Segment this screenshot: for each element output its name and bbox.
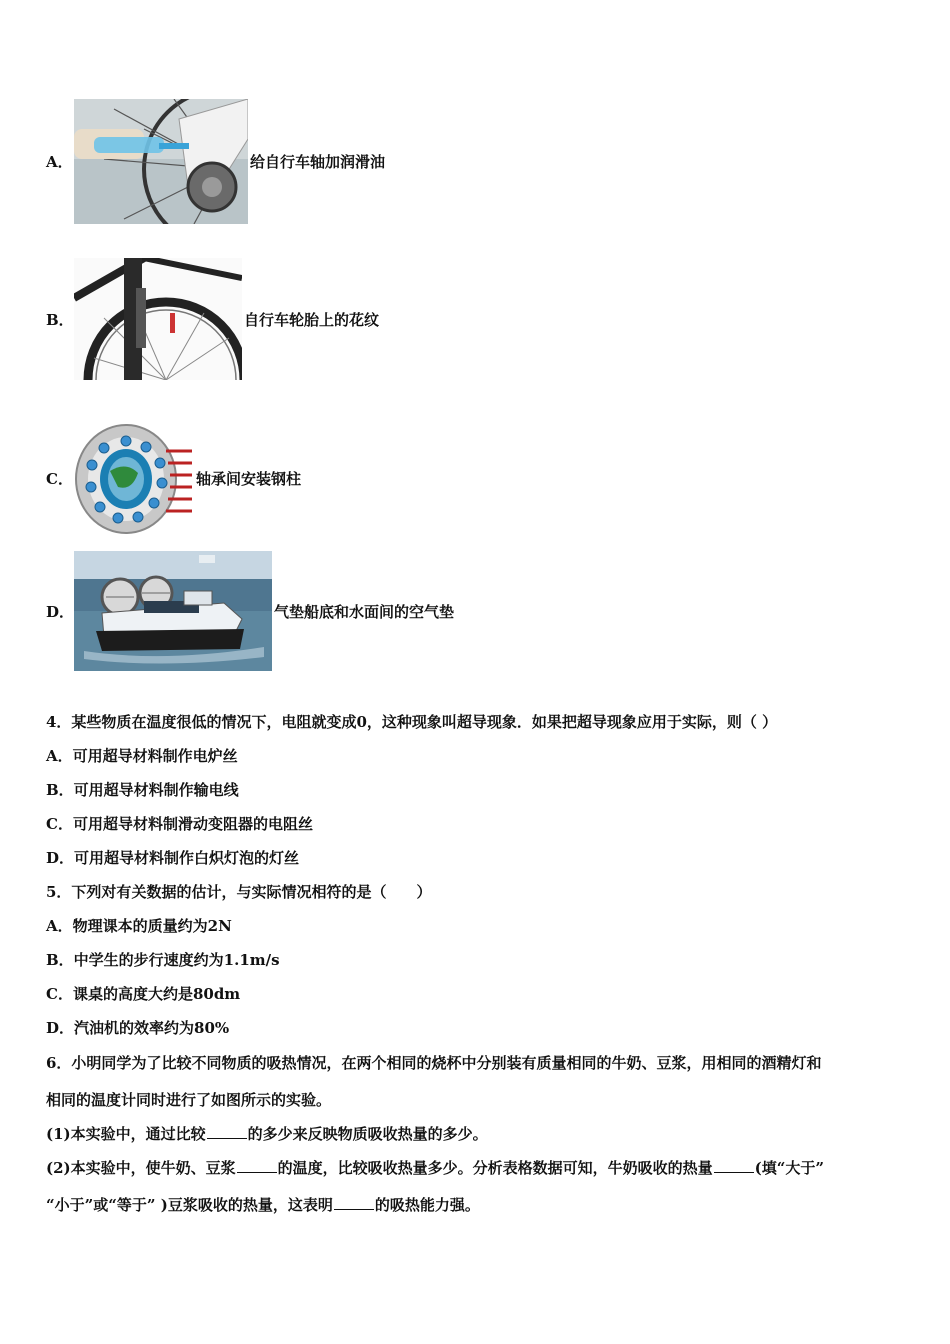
option-d[interactable]	[46, 551, 454, 671]
option-caption: 轴承间安装钢柱	[196, 470, 302, 488]
option-caption: 气垫船底和水面间的空气垫	[274, 602, 455, 621]
part2-text-c: (填“大于”	[754, 1159, 825, 1177]
part2-text-b: 的温度，比较吸收热量多少。分析表格数据可知，牛奶吸收的热量	[277, 1159, 713, 1177]
bearing-steel-rollers-photo	[74, 421, 194, 536]
part1-text-b: 的多少来反映物质吸收热量的多少。	[247, 1125, 488, 1143]
part3-text-a: “小于”或“等于” )豆浆吸收的热量，这表明	[46, 1196, 333, 1214]
question-6-part2-cont	[46, 1194, 480, 1215]
option-caption: 给自行车轴加润滑油	[250, 153, 386, 171]
bike-tire-tread-photo	[74, 258, 242, 380]
option-letter: A．	[46, 153, 73, 171]
part2-text-a: (2)本实验中，使牛奶、豆浆	[46, 1159, 236, 1177]
question-6-stem-line1: 6．小明同学为了比较不同物质的吸热情况，在两个相同的烧杯中分别装有质量相同的牛奶、豆浆，用相同的酒精灯和	[46, 1054, 822, 1072]
option-c[interactable]	[46, 421, 301, 536]
answer-blank[interactable]	[334, 1208, 374, 1210]
question-4-stem: 4．某些物质在温度很低的情况下，电阻就变成0，这种现象叫超导现象．如果把超导现象应用于实际，则（ ）	[46, 713, 778, 731]
q5-option-c[interactable]: C．课桌的高度大约是80dm	[46, 985, 241, 1003]
part3-text-b: 的吸热能力强。	[374, 1196, 480, 1214]
answer-blank[interactable]	[237, 1171, 277, 1173]
q4-option-a[interactable]: A．可用超导材料制作电炉丝	[46, 747, 238, 765]
question-6-part1	[46, 1123, 488, 1144]
option-letter: D．	[46, 602, 75, 621]
part1-text-a: (1)本实验中，通过比较	[46, 1125, 206, 1143]
hovercraft-photo	[74, 551, 272, 671]
answer-blank[interactable]	[714, 1171, 754, 1173]
question-6-part2	[46, 1157, 824, 1178]
option-a[interactable]	[46, 99, 385, 224]
question-6-stem-line2: 相同的温度计同时进行了如图所示的实验。	[46, 1091, 332, 1109]
q5-option-b[interactable]: B．中学生的步行速度约为1.1m/s	[46, 951, 280, 969]
bike-axle-oil-photo	[74, 99, 248, 224]
option-letter: B．	[46, 310, 74, 329]
option-caption: 自行车轮胎上的花纹	[244, 310, 380, 329]
q4-option-b[interactable]: B．可用超导材料制作输电线	[46, 781, 239, 799]
option-letter: C．	[46, 470, 73, 488]
q5-option-a[interactable]: A．物理课本的质量约为2N	[46, 917, 232, 935]
question-5-stem: 5．下列对有关数据的估计，与实际情况相符的是（ ）	[46, 883, 432, 901]
option-b[interactable]	[46, 258, 379, 380]
q4-option-d[interactable]: D．可用超导材料制作白炽灯泡的灯丝	[46, 849, 300, 867]
q5-option-d[interactable]: D．汽油机的效率约为80%	[46, 1019, 230, 1037]
answer-blank[interactable]	[207, 1137, 247, 1139]
q4-option-c[interactable]: C．可用超导材料制滑动变阻器的电阻丝	[46, 815, 313, 833]
